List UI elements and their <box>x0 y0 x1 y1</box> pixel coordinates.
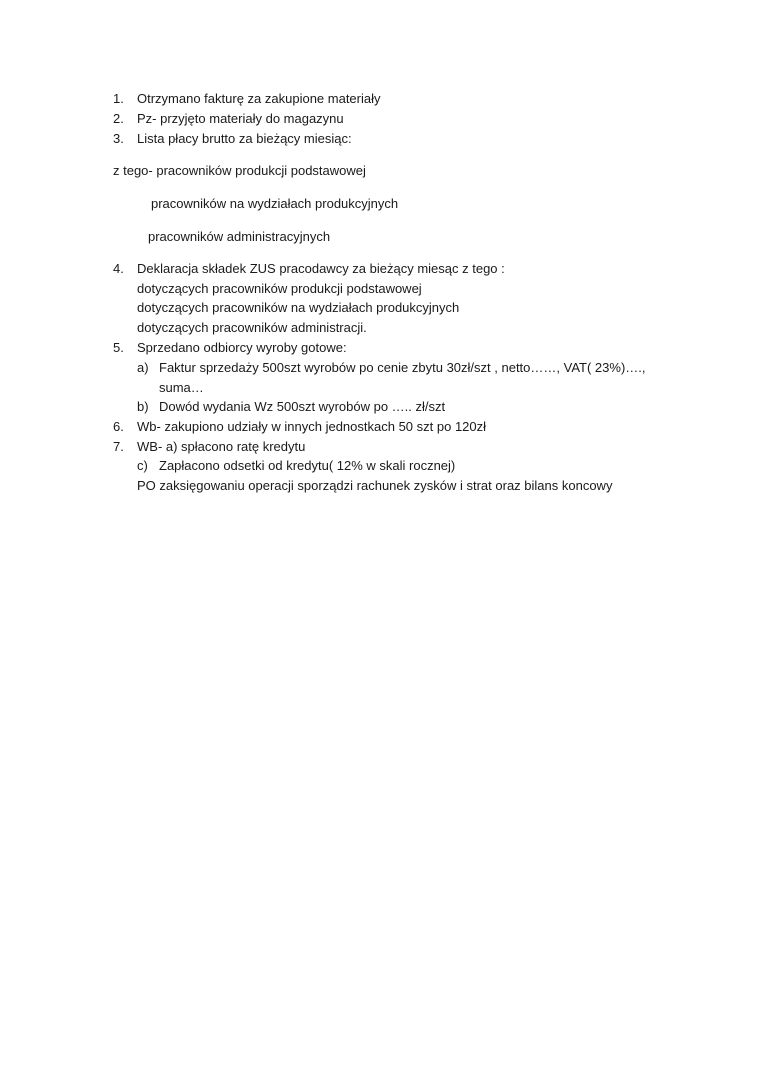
item-5-text: Sprzedano odbiorcy wyroby gotowe: <box>137 340 347 355</box>
payroll-line-2: pracowników na wydziałach produkcyjnych <box>151 196 399 211</box>
item-6-text: Wb- zakupiono udziały w innych jednostkach 50 szt po 120zł <box>137 419 487 434</box>
zus-line-1: dotyczących pracowników produkcji podstawowej <box>137 281 422 296</box>
item-number: 5. <box>113 340 124 355</box>
item-3-text: Lista płacy brutto za bieżący miesiąc: <box>137 131 352 146</box>
zus-line-2: dotyczących pracowników na wydziałach produkcyjnych <box>137 300 460 315</box>
item-number: 4. <box>113 261 124 276</box>
item-number: 7. <box>113 439 124 454</box>
item-4-text: Deklaracja składek ZUS pracodawcy za bieżący miesąc z tego : <box>137 261 505 276</box>
item-7-text: WB- a) spłacono ratę kredytu <box>137 439 306 454</box>
item-number: 1. <box>113 91 124 106</box>
sub-item-label: c) <box>137 458 148 473</box>
sub-item-label: b) <box>137 399 149 414</box>
item-1-text: Otrzymano fakturę za zakupione materiały <box>137 91 381 106</box>
item-number: 3. <box>113 131 124 146</box>
payroll-line-3: pracowników administracyjnych <box>148 229 331 244</box>
item-number: 6. <box>113 419 124 434</box>
goods-issue-text: Dowód wydania Wz 500szt wyrobów po ….. zł/szt <box>159 399 446 414</box>
sub-item-label: a) <box>137 360 149 375</box>
item-2-text: Pz- przyjęto materiały do magazynu <box>137 111 344 126</box>
interest-text: Zapłacono odsetki od kredytu( 12% w skali rocznej) <box>159 458 456 473</box>
sales-invoice-text: Faktur sprzedaży 500szt wyrobów po cenie zbytu 30zł/szt , netto……, VAT( 23%)…., <box>159 360 646 375</box>
payroll-line-1: z tego- pracowników produkcji podstawowej <box>113 163 366 178</box>
item-number: 2. <box>113 111 124 126</box>
sales-invoice-cont: suma… <box>159 380 204 395</box>
zus-line-3: dotyczących pracowników administracji. <box>137 320 367 335</box>
closing-instruction: PO zaksięgowaniu operacji sporządzi rachunek zysków i strat oraz bilans koncowy <box>137 478 613 493</box>
